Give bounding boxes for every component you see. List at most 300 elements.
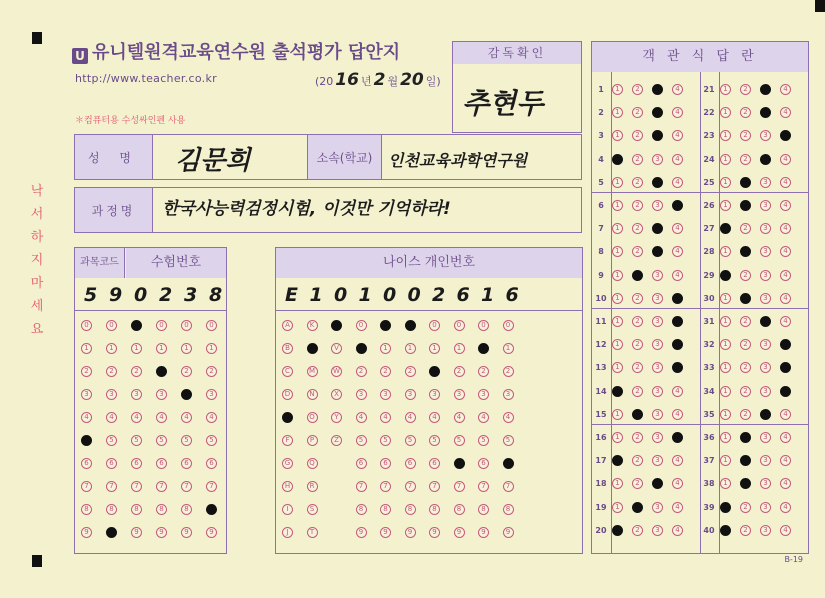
exam-digit-bubble[interactable]: 0	[81, 320, 92, 331]
answer-bubble[interactable]: 4	[672, 478, 683, 489]
answer-bubble[interactable]: 2	[632, 177, 643, 188]
answer-bubble[interactable]: 4	[672, 362, 683, 373]
answer-bubble[interactable]: 2	[740, 502, 751, 513]
nice-bubble[interactable]: G	[282, 458, 293, 469]
exam-digit-bubble[interactable]: 7	[156, 481, 167, 492]
nice-bubble[interactable]: 1	[429, 343, 440, 354]
answer-bubble[interactable]: 2	[740, 200, 751, 211]
exam-digit-bubble[interactable]: 1	[81, 343, 92, 354]
answer-bubble[interactable]: 4	[672, 293, 683, 304]
exam-digit-bubble[interactable]: 6	[131, 458, 142, 469]
exam-digit-bubble[interactable]: 0	[181, 320, 192, 331]
nice-bubble[interactable]: 4	[356, 412, 367, 423]
nice-bubble[interactable]: 8	[503, 504, 514, 515]
answer-bubble[interactable]: 4	[780, 223, 791, 234]
nice-bubble[interactable]: 8	[380, 504, 391, 515]
nice-bubble[interactable]: 6	[429, 458, 440, 469]
exam-digit-bubble[interactable]: 8	[206, 504, 217, 515]
nice-bubble[interactable]: 1	[478, 343, 489, 354]
answer-bubble[interactable]: 4	[780, 200, 791, 211]
answer-bubble[interactable]: 1	[612, 270, 623, 281]
answer-bubble[interactable]: 1	[612, 409, 623, 420]
answer-bubble[interactable]: 4	[780, 386, 791, 397]
answer-bubble[interactable]: 4	[672, 455, 683, 466]
answer-bubble[interactable]: 2	[740, 223, 751, 234]
nice-bubble[interactable]: 4	[405, 412, 416, 423]
nice-bubble[interactable]: 6	[503, 458, 514, 469]
answer-bubble[interactable]: 2	[632, 502, 643, 513]
answer-bubble[interactable]: 3	[652, 502, 663, 513]
nice-bubble[interactable]: M	[307, 366, 318, 377]
nice-bubble[interactable]: 5	[503, 435, 514, 446]
answer-bubble[interactable]: 1	[720, 200, 731, 211]
nice-bubble[interactable]: 3	[405, 389, 416, 400]
nice-bubble[interactable]: P	[307, 435, 318, 446]
exam-digit-bubble[interactable]: 2	[106, 366, 117, 377]
nice-bubble[interactable]: 3	[503, 389, 514, 400]
answer-bubble[interactable]: 4	[672, 107, 683, 118]
answer-bubble[interactable]: 1	[612, 432, 623, 443]
nice-bubble[interactable]: 5	[405, 435, 416, 446]
nice-bubble[interactable]: 3	[429, 389, 440, 400]
exam-digit-bubble[interactable]: 4	[106, 412, 117, 423]
answer-bubble[interactable]: 2	[740, 270, 751, 281]
exam-digit-bubble[interactable]: 8	[131, 504, 142, 515]
answer-bubble[interactable]: 3	[652, 409, 663, 420]
answer-bubble[interactable]: 3	[652, 478, 663, 489]
exam-digit-bubble[interactable]: 9	[131, 527, 142, 538]
nice-bubble[interactable]: 1	[454, 343, 465, 354]
answer-bubble[interactable]: 1	[612, 200, 623, 211]
answer-bubble[interactable]: 3	[760, 432, 771, 443]
exam-digit-bubble[interactable]: 1	[106, 343, 117, 354]
nice-bubble[interactable]: 0	[454, 320, 465, 331]
exam-digit-bubble[interactable]: 4	[156, 412, 167, 423]
exam-digit-bubble[interactable]: 6	[106, 458, 117, 469]
answer-bubble[interactable]: 4	[672, 130, 683, 141]
exam-digit-bubble[interactable]: 3	[131, 389, 142, 400]
nice-bubble[interactable]: 2	[405, 366, 416, 377]
exam-digit-bubble[interactable]: 9	[106, 527, 117, 538]
answer-bubble[interactable]: 4	[672, 339, 683, 350]
answer-bubble[interactable]: 2	[632, 386, 643, 397]
answer-bubble[interactable]: 3	[760, 130, 771, 141]
answer-bubble[interactable]: 1	[720, 270, 731, 281]
answer-bubble[interactable]: 1	[720, 525, 731, 536]
answer-bubble[interactable]: 2	[632, 200, 643, 211]
answer-bubble[interactable]: 4	[780, 316, 791, 327]
answer-bubble[interactable]: 3	[760, 246, 771, 257]
answer-bubble[interactable]: 4	[780, 130, 791, 141]
answer-bubble[interactable]: 1	[720, 455, 731, 466]
nice-bubble[interactable]: L	[307, 343, 318, 354]
answer-bubble[interactable]: 3	[760, 270, 771, 281]
nice-bubble[interactable]: 6	[380, 458, 391, 469]
nice-bubble[interactable]: J	[282, 527, 293, 538]
nice-bubble[interactable]: C	[282, 366, 293, 377]
answer-bubble[interactable]: 4	[672, 246, 683, 257]
nice-bubble[interactable]: X	[331, 389, 342, 400]
nice-bubble[interactable]: 7	[429, 481, 440, 492]
answer-bubble[interactable]: 1	[612, 455, 623, 466]
answer-bubble[interactable]: 2	[740, 177, 751, 188]
answer-bubble[interactable]: 1	[720, 339, 731, 350]
nice-bubble[interactable]: T	[307, 527, 318, 538]
answer-bubble[interactable]: 4	[672, 177, 683, 188]
answer-bubble[interactable]: 3	[760, 177, 771, 188]
exam-digit-bubble[interactable]: 2	[81, 366, 92, 377]
answer-bubble[interactable]: 3	[652, 270, 663, 281]
nice-bubble[interactable]: B	[282, 343, 293, 354]
nice-bubble[interactable]: 3	[356, 389, 367, 400]
answer-bubble[interactable]: 2	[632, 339, 643, 350]
answer-bubble[interactable]: 3	[760, 200, 771, 211]
answer-bubble[interactable]: 3	[760, 525, 771, 536]
answer-bubble[interactable]: 1	[720, 246, 731, 257]
answer-bubble[interactable]: 4	[672, 84, 683, 95]
nice-bubble[interactable]: 4	[429, 412, 440, 423]
answer-bubble[interactable]: 1	[612, 130, 623, 141]
exam-digit-bubble[interactable]: 5	[106, 435, 117, 446]
exam-digit-bubble[interactable]: 9	[181, 527, 192, 538]
nice-bubble[interactable]: 4	[478, 412, 489, 423]
nice-bubble[interactable]: 0	[405, 320, 416, 331]
answer-bubble[interactable]: 2	[632, 130, 643, 141]
answer-bubble[interactable]: 3	[652, 293, 663, 304]
answer-bubble[interactable]: 4	[780, 246, 791, 257]
exam-digit-bubble[interactable]: 5	[181, 435, 192, 446]
nice-bubble[interactable]: 2	[478, 366, 489, 377]
answer-bubble[interactable]: 2	[740, 84, 751, 95]
answer-bubble[interactable]: 4	[780, 362, 791, 373]
nice-bubble[interactable]: 8	[356, 504, 367, 515]
answer-bubble[interactable]: 1	[612, 525, 623, 536]
answer-bubble[interactable]: 2	[740, 386, 751, 397]
answer-bubble[interactable]: 1	[612, 478, 623, 489]
answer-bubble[interactable]: 1	[720, 478, 731, 489]
nice-bubble[interactable]: W	[331, 366, 342, 377]
nice-bubble[interactable]: 7	[380, 481, 391, 492]
nice-bubble[interactable]: 0	[429, 320, 440, 331]
answer-bubble[interactable]: 4	[672, 270, 683, 281]
answer-bubble[interactable]: 1	[720, 432, 731, 443]
exam-digit-bubble[interactable]: 0	[106, 320, 117, 331]
answer-bubble[interactable]: 2	[632, 107, 643, 118]
answer-bubble[interactable]: 4	[672, 154, 683, 165]
nice-bubble[interactable]: S	[307, 504, 318, 515]
answer-bubble[interactable]: 1	[612, 502, 623, 513]
nice-bubble[interactable]: Y	[331, 412, 342, 423]
answer-bubble[interactable]: 4	[780, 525, 791, 536]
answer-bubble[interactable]: 3	[652, 386, 663, 397]
exam-digit-bubble[interactable]: 0	[206, 320, 217, 331]
answer-bubble[interactable]: 4	[780, 84, 791, 95]
exam-digit-bubble[interactable]: 1	[181, 343, 192, 354]
nice-bubble[interactable]: D	[282, 389, 293, 400]
exam-digit-bubble[interactable]: 3	[106, 389, 117, 400]
answer-bubble[interactable]: 3	[760, 455, 771, 466]
exam-digit-bubble[interactable]: 3	[206, 389, 217, 400]
nice-bubble[interactable]: 1	[356, 343, 367, 354]
answer-bubble[interactable]: 1	[612, 177, 623, 188]
nice-bubble[interactable]: 6	[356, 458, 367, 469]
answer-bubble[interactable]: 4	[780, 154, 791, 165]
nice-bubble[interactable]: K	[307, 320, 318, 331]
answer-bubble[interactable]: 1	[720, 316, 731, 327]
nice-bubble[interactable]: Z	[331, 435, 342, 446]
answer-bubble[interactable]: 2	[740, 107, 751, 118]
nice-bubble[interactable]: 7	[503, 481, 514, 492]
answer-bubble[interactable]: 4	[780, 339, 791, 350]
nice-bubble[interactable]: O	[307, 412, 318, 423]
answer-bubble[interactable]: 2	[740, 293, 751, 304]
exam-digit-bubble[interactable]: 4	[181, 412, 192, 423]
answer-bubble[interactable]: 3	[652, 177, 663, 188]
answer-bubble[interactable]: 2	[632, 293, 643, 304]
answer-bubble[interactable]: 1	[720, 293, 731, 304]
answer-bubble[interactable]: 2	[632, 455, 643, 466]
nice-bubble[interactable]: 0	[356, 320, 367, 331]
exam-digit-bubble[interactable]: 8	[106, 504, 117, 515]
answer-bubble[interactable]: 1	[720, 130, 731, 141]
answer-bubble[interactable]: 4	[672, 316, 683, 327]
answer-bubble[interactable]: 2	[632, 409, 643, 420]
nice-bubble[interactable]: 7	[454, 481, 465, 492]
nice-bubble[interactable]: 1	[503, 343, 514, 354]
nice-bubble[interactable]: 8	[405, 504, 416, 515]
nice-bubble[interactable]: 9	[405, 527, 416, 538]
answer-bubble[interactable]: 3	[652, 362, 663, 373]
answer-bubble[interactable]: 3	[760, 223, 771, 234]
answer-bubble[interactable]: 4	[780, 478, 791, 489]
answer-bubble[interactable]: 3	[760, 293, 771, 304]
answer-bubble[interactable]: 3	[652, 525, 663, 536]
answer-bubble[interactable]: 2	[740, 409, 751, 420]
nice-bubble[interactable]: 7	[478, 481, 489, 492]
answer-bubble[interactable]: 1	[720, 107, 731, 118]
nice-bubble[interactable]: V	[331, 343, 342, 354]
answer-bubble[interactable]: 3	[760, 107, 771, 118]
nice-bubble[interactable]: Q	[307, 458, 318, 469]
answer-bubble[interactable]: 3	[760, 478, 771, 489]
answer-bubble[interactable]: 3	[652, 200, 663, 211]
answer-bubble[interactable]: 4	[672, 432, 683, 443]
answer-bubble[interactable]: 4	[672, 386, 683, 397]
nice-bubble[interactable]: 8	[454, 504, 465, 515]
answer-bubble[interactable]: 4	[780, 432, 791, 443]
answer-bubble[interactable]: 1	[720, 362, 731, 373]
exam-digit-bubble[interactable]: 7	[131, 481, 142, 492]
nice-bubble[interactable]: 8	[429, 504, 440, 515]
exam-digit-bubble[interactable]: 4	[206, 412, 217, 423]
answer-bubble[interactable]: 2	[740, 455, 751, 466]
nice-bubble[interactable]: E	[282, 412, 293, 423]
nice-bubble[interactable]: U	[331, 320, 342, 331]
nice-bubble[interactable]: A	[282, 320, 293, 331]
answer-bubble[interactable]: 3	[652, 455, 663, 466]
answer-bubble[interactable]: 4	[780, 502, 791, 513]
exam-digit-bubble[interactable]: 5	[131, 435, 142, 446]
nice-bubble[interactable]: R	[307, 481, 318, 492]
answer-bubble[interactable]: 1	[612, 339, 623, 350]
nice-bubble[interactable]: F	[282, 435, 293, 446]
answer-bubble[interactable]: 4	[672, 502, 683, 513]
answer-bubble[interactable]: 1	[612, 223, 623, 234]
nice-bubble[interactable]: 0	[380, 320, 391, 331]
exam-digit-bubble[interactable]: 3	[181, 389, 192, 400]
exam-digit-bubble[interactable]: 1	[131, 343, 142, 354]
answer-bubble[interactable]: 4	[780, 293, 791, 304]
answer-bubble[interactable]: 3	[760, 154, 771, 165]
answer-bubble[interactable]: 4	[672, 409, 683, 420]
answer-bubble[interactable]: 3	[652, 130, 663, 141]
answer-bubble[interactable]: 3	[760, 362, 771, 373]
exam-digit-bubble[interactable]: 2	[156, 366, 167, 377]
answer-bubble[interactable]: 3	[760, 316, 771, 327]
nice-bubble[interactable]: I	[282, 504, 293, 515]
answer-bubble[interactable]: 2	[740, 525, 751, 536]
nice-bubble[interactable]: 5	[429, 435, 440, 446]
answer-bubble[interactable]: 1	[612, 154, 623, 165]
nice-bubble[interactable]: 6	[454, 458, 465, 469]
answer-bubble[interactable]: 2	[632, 223, 643, 234]
nice-bubble[interactable]: 7	[356, 481, 367, 492]
nice-bubble[interactable]: N	[307, 389, 318, 400]
exam-digit-bubble[interactable]: 6	[156, 458, 167, 469]
nice-bubble[interactable]: 8	[478, 504, 489, 515]
exam-digit-bubble[interactable]: 7	[81, 481, 92, 492]
answer-bubble[interactable]: 3	[760, 502, 771, 513]
answer-bubble[interactable]: 3	[652, 84, 663, 95]
nice-bubble[interactable]: 1	[405, 343, 416, 354]
answer-bubble[interactable]: 3	[652, 223, 663, 234]
answer-bubble[interactable]: 2	[740, 316, 751, 327]
affiliation-value[interactable]: 인천교육과학연구원	[388, 151, 528, 170]
answer-bubble[interactable]: 1	[612, 386, 623, 397]
answer-bubble[interactable]: 1	[720, 386, 731, 397]
answer-bubble[interactable]: 2	[632, 246, 643, 257]
answer-bubble[interactable]: 3	[760, 409, 771, 420]
answer-bubble[interactable]: 3	[652, 432, 663, 443]
nice-bubble[interactable]: 7	[405, 481, 416, 492]
exam-digit-bubble[interactable]: 7	[206, 481, 217, 492]
exam-digit-bubble[interactable]: 5	[156, 435, 167, 446]
answer-bubble[interactable]: 3	[760, 84, 771, 95]
exam-digit-bubble[interactable]: 6	[81, 458, 92, 469]
exam-digit-bubble[interactable]: 1	[156, 343, 167, 354]
answer-bubble[interactable]: 3	[652, 154, 663, 165]
answer-bubble[interactable]: 2	[740, 130, 751, 141]
answer-bubble[interactable]: 4	[780, 455, 791, 466]
answer-bubble[interactable]: 3	[652, 107, 663, 118]
exam-digit-bubble[interactable]: 9	[81, 527, 92, 538]
nice-bubble[interactable]: 2	[503, 366, 514, 377]
nice-bubble[interactable]: 2	[356, 366, 367, 377]
nice-bubble[interactable]: 6	[405, 458, 416, 469]
answer-bubble[interactable]: 4	[780, 177, 791, 188]
exam-digit-bubble[interactable]: 8	[81, 504, 92, 515]
answer-bubble[interactable]: 1	[720, 223, 731, 234]
exam-digit-bubble[interactable]: 2	[181, 366, 192, 377]
answer-bubble[interactable]: 2	[740, 362, 751, 373]
answer-bubble[interactable]: 4	[780, 409, 791, 420]
nice-bubble[interactable]: 2	[429, 366, 440, 377]
exam-digit-bubble[interactable]: 5	[81, 435, 92, 446]
answer-bubble[interactable]: 1	[612, 362, 623, 373]
answer-bubble[interactable]: 3	[652, 316, 663, 327]
answer-bubble[interactable]: 1	[612, 84, 623, 95]
answer-bubble[interactable]: 1	[612, 316, 623, 327]
answer-bubble[interactable]: 2	[740, 478, 751, 489]
answer-bubble[interactable]: 2	[740, 432, 751, 443]
answer-bubble[interactable]: 3	[652, 339, 663, 350]
exam-digit-bubble[interactable]: 4	[131, 412, 142, 423]
exam-digit-bubble[interactable]: 6	[181, 458, 192, 469]
answer-bubble[interactable]: 2	[740, 339, 751, 350]
nice-bubble[interactable]: 0	[478, 320, 489, 331]
exam-digit-bubble[interactable]: 6	[206, 458, 217, 469]
name-value[interactable]: 김문희	[175, 146, 251, 176]
nice-bubble[interactable]: 9	[454, 527, 465, 538]
answer-bubble[interactable]: 1	[720, 154, 731, 165]
answer-bubble[interactable]: 1	[720, 177, 731, 188]
exam-digit-bubble[interactable]: 0	[156, 320, 167, 331]
answer-bubble[interactable]: 4	[672, 223, 683, 234]
nice-bubble[interactable]: 4	[380, 412, 391, 423]
nice-bubble[interactable]: 2	[380, 366, 391, 377]
answer-bubble[interactable]: 4	[672, 200, 683, 211]
answer-bubble[interactable]: 2	[632, 270, 643, 281]
answer-bubble[interactable]: 1	[720, 84, 731, 95]
exam-digit-bubble[interactable]: 4	[81, 412, 92, 423]
exam-digit-bubble[interactable]: 3	[156, 389, 167, 400]
answer-bubble[interactable]: 2	[632, 362, 643, 373]
answer-bubble[interactable]: 1	[612, 293, 623, 304]
exam-digit-bubble[interactable]: 7	[106, 481, 117, 492]
course-value[interactable]: 한국사능력검정시험, 이것만 기억하라!	[162, 199, 451, 219]
nice-bubble[interactable]: 9	[478, 527, 489, 538]
exam-digit-bubble[interactable]: 7	[181, 481, 192, 492]
answer-bubble[interactable]: 1	[720, 502, 731, 513]
exam-digit-bubble[interactable]: 3	[81, 389, 92, 400]
answer-bubble[interactable]: 4	[780, 107, 791, 118]
exam-digit-bubble[interactable]: 0	[131, 320, 142, 331]
exam-digit-bubble[interactable]: 8	[181, 504, 192, 515]
answer-bubble[interactable]: 2	[632, 84, 643, 95]
answer-bubble[interactable]: 4	[780, 270, 791, 281]
answer-bubble[interactable]: 2	[632, 154, 643, 165]
nice-bubble[interactable]: 5	[478, 435, 489, 446]
nice-bubble[interactable]: 9	[380, 527, 391, 538]
answer-bubble[interactable]: 2	[632, 478, 643, 489]
answer-bubble[interactable]: 4	[672, 525, 683, 536]
answer-bubble[interactable]: 3	[652, 246, 663, 257]
nice-bubble[interactable]: 3	[478, 389, 489, 400]
nice-bubble[interactable]: 5	[380, 435, 391, 446]
exam-digit-bubble[interactable]: 9	[206, 527, 217, 538]
exam-digit-bubble[interactable]: 2	[131, 366, 142, 377]
answer-bubble[interactable]: 1	[612, 246, 623, 257]
nice-bubble[interactable]: 2	[454, 366, 465, 377]
nice-bubble[interactable]: 6	[478, 458, 489, 469]
nice-bubble[interactable]: 4	[454, 412, 465, 423]
answer-bubble[interactable]: 2	[632, 316, 643, 327]
answer-bubble[interactable]: 2	[740, 154, 751, 165]
nice-bubble[interactable]: 3	[454, 389, 465, 400]
exam-digit-bubble[interactable]: 2	[206, 366, 217, 377]
exam-digit-bubble[interactable]: 1	[206, 343, 217, 354]
nice-bubble[interactable]: 9	[356, 527, 367, 538]
